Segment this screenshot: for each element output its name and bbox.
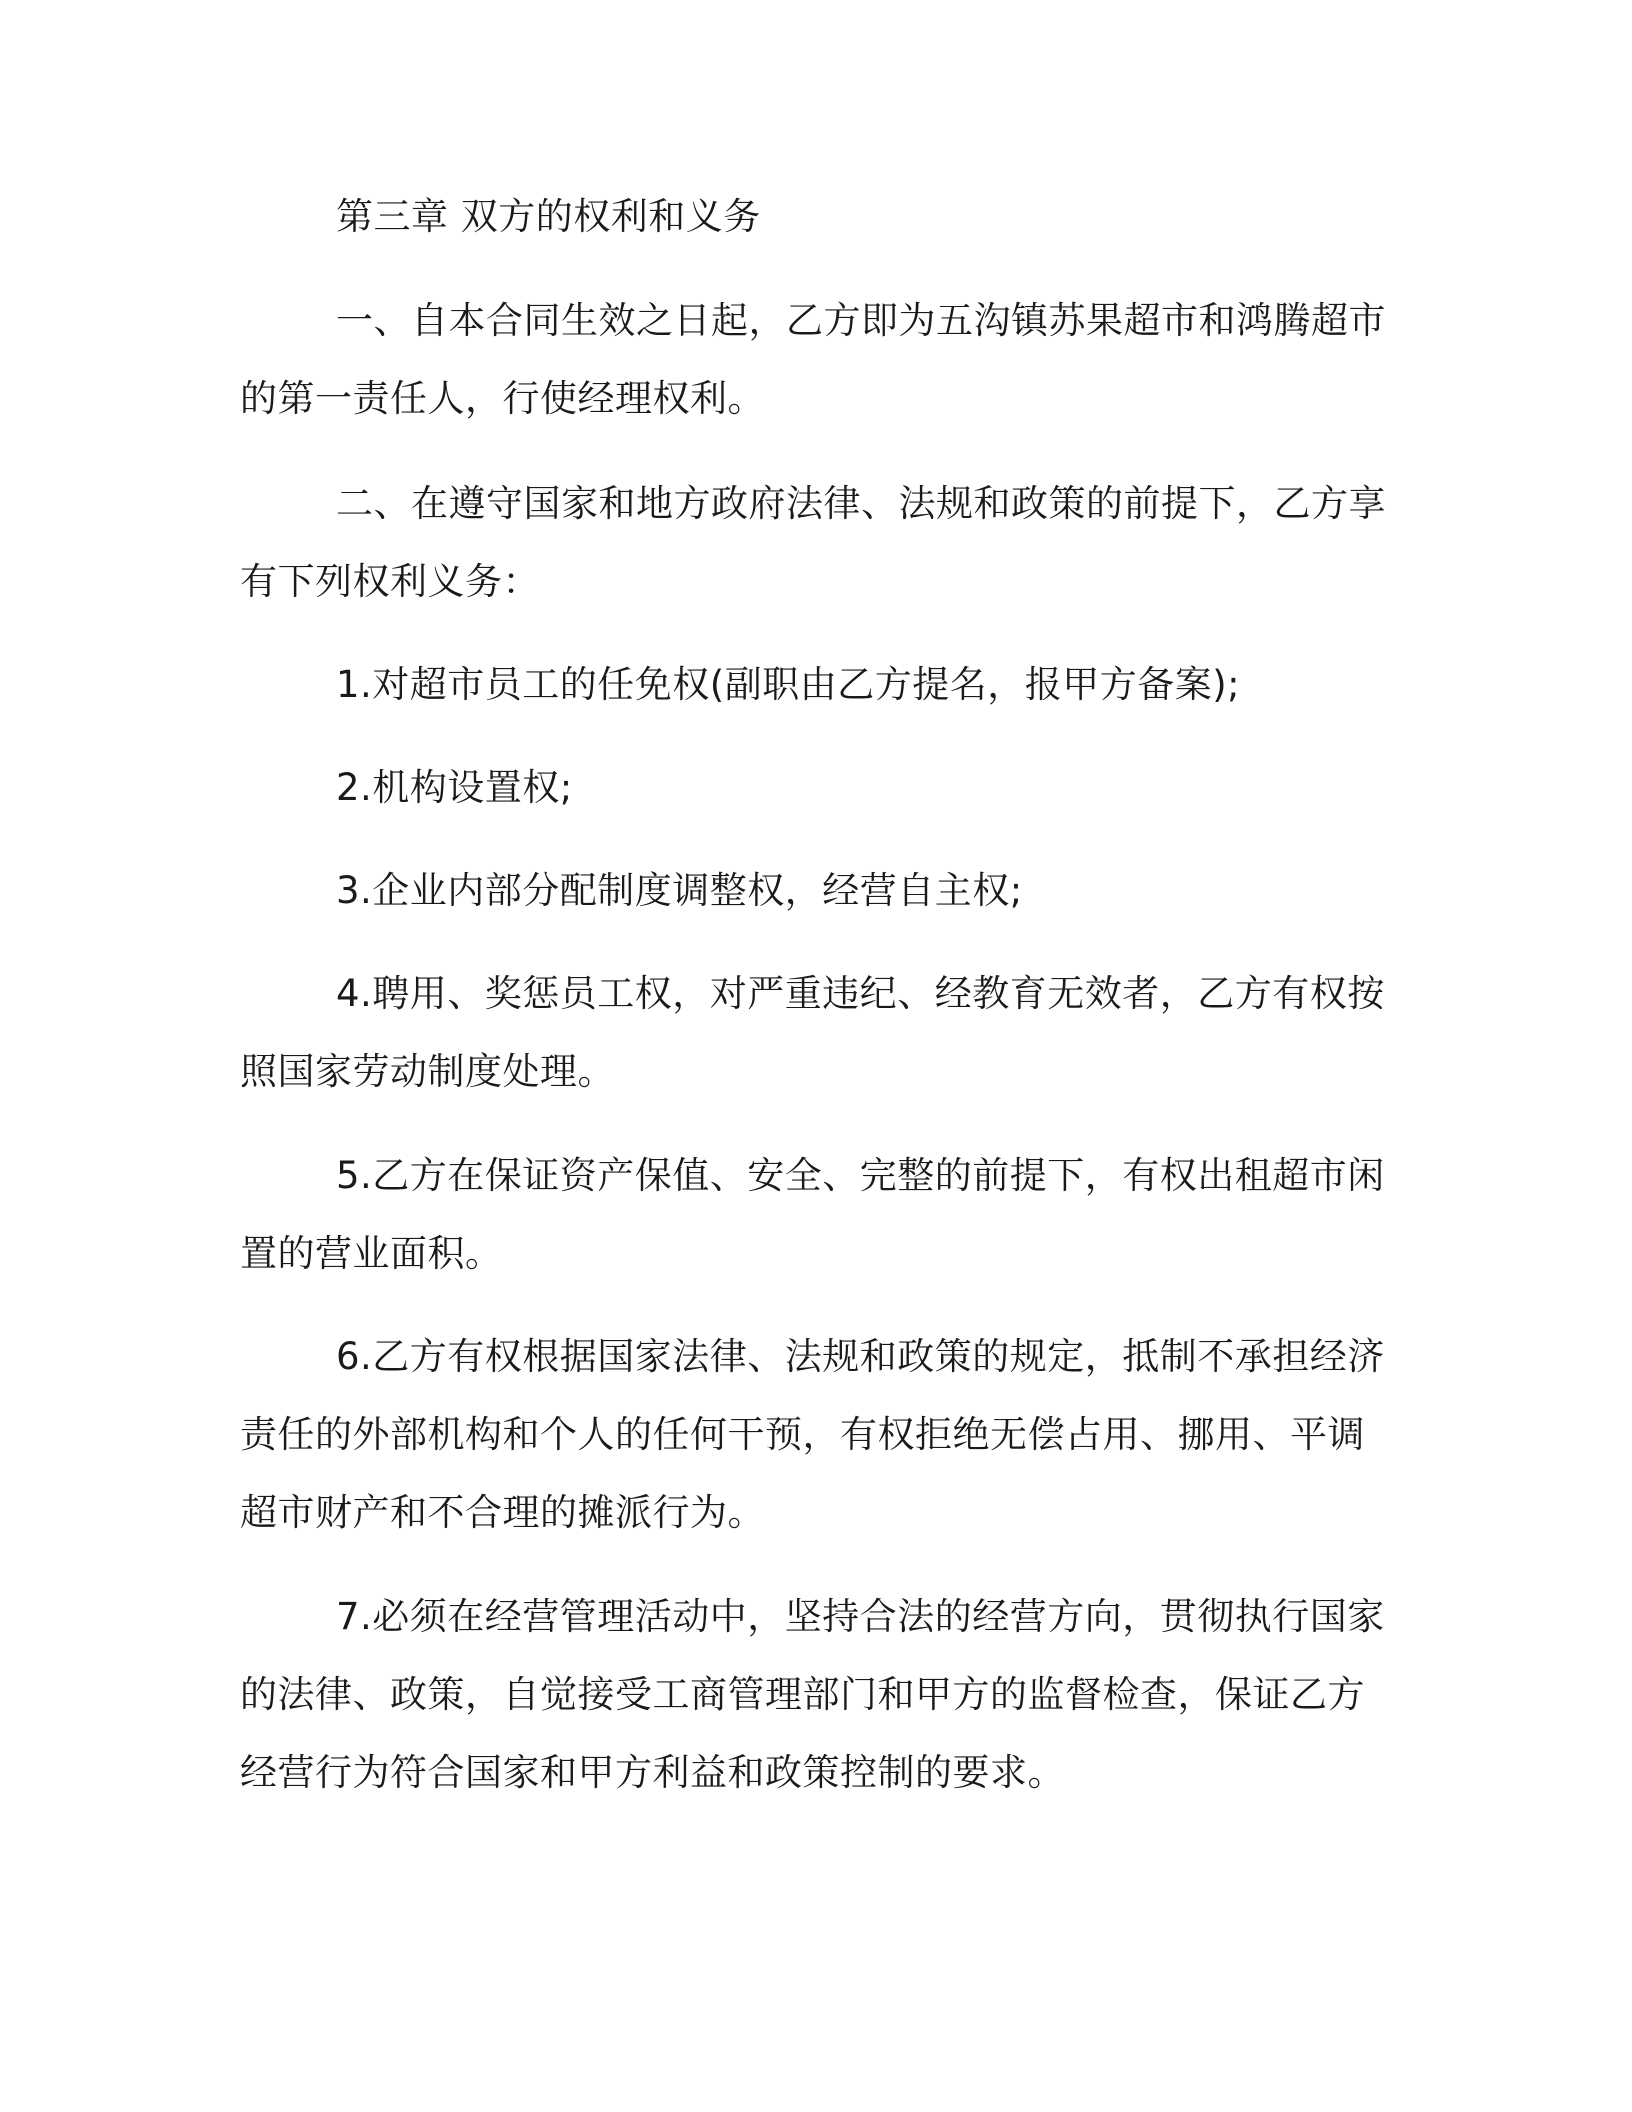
- chapter-title-text: 第三章 双方的权利和义务: [336, 195, 761, 238]
- paragraph-line: 有下列权利义务：: [240, 560, 540, 603]
- paragraph-2: [240, 465, 1386, 621]
- paragraph-7: [240, 1137, 1385, 1293]
- paragraph-9: [240, 1578, 1385, 1812]
- paragraph-6: [240, 955, 1385, 1111]
- paragraph-5: [240, 852, 1380, 930]
- paragraph-1: [240, 282, 1386, 438]
- paragraph-line: 二、在遵守国家和地方政府法律、法规和政策的前提下，乙方享: [336, 482, 1386, 525]
- paragraph-3: [240, 646, 1380, 724]
- paragraph-line: 一、自本合同生效之日起，乙方即为五沟镇苏果超市和鸿腾超市: [336, 299, 1386, 342]
- paragraph-8: [240, 1318, 1385, 1552]
- paragraph-line: 责任的外部机构和个人的任何干预，有权拒绝无偿占用、挪用、平调: [240, 1413, 1365, 1456]
- paragraph-line: 的法律、政策，自觉接受工商管理部门和甲方的监督检查，保证乙方: [240, 1673, 1365, 1716]
- paragraph-line: 1.对超市员工的任免权(副职由乙方提名，报甲方备案);: [336, 663, 1241, 706]
- paragraph-line: 6.乙方有权根据国家法律、法规和政策的规定，抵制不承担经济: [336, 1335, 1385, 1378]
- paragraph-line: 的第一责任人，行使经理权利。: [240, 377, 765, 420]
- paragraph-line: 4.聘用、奖惩员工权，对严重违纪、经教育无效者，乙方有权按: [336, 972, 1385, 1015]
- paragraph-line: 照国家劳动制度处理。: [240, 1050, 615, 1093]
- paragraph-line: 经营行为符合国家和甲方利益和政策控制的要求。: [240, 1751, 1065, 1794]
- paragraph-line: 7.必须在经营管理活动中，坚持合法的经营方向，贯彻执行国家: [336, 1595, 1385, 1638]
- chapter-title: [240, 178, 1380, 256]
- paragraph-line: 3.企业内部分配制度调整权，经营自主权;: [336, 869, 1023, 912]
- paragraph-line: 5.乙方在保证资产保值、安全、完整的前提下，有权出租超市闲: [336, 1154, 1385, 1197]
- paragraph-line: 超市财产和不合理的摊派行为。: [240, 1491, 765, 1534]
- paragraph-4: [240, 749, 1380, 827]
- paragraph-line: 2.机构设置权;: [336, 766, 573, 809]
- paragraph-line: 置的营业面积。: [240, 1232, 503, 1275]
